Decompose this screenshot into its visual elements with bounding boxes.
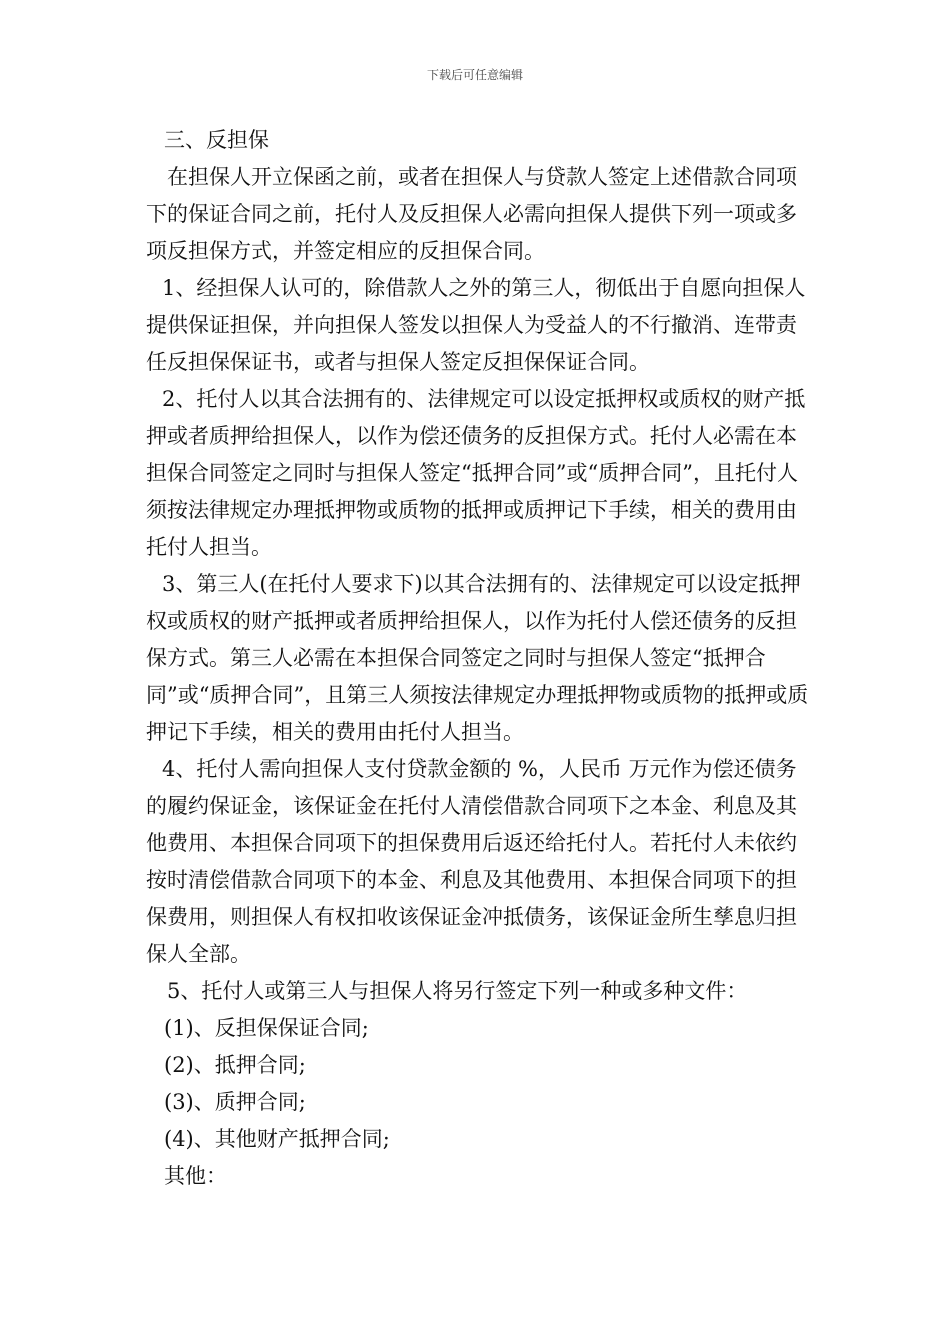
document-body bbox=[146, 122, 814, 1195]
paragraph-intro: 在担保人开立保函之前，或者在担保人与贷款人签定上述借款合同项下的保证合同之前，托付人及反担保人必需向担保人提供下列一项或多项反担保方式，并签定相应的反担保合同。 bbox=[146, 165, 797, 263]
paragraph-clause-4: 4、托付人需向担保人支付贷款金额的 %，人民币 万元作为偿还债务的履约保证金，该保证金在托付人清偿借款合同项下之本金、利息及其他费用、本担保合同项下的担保费用后返还给托付人。若托付人未依约按时清偿借款合同项下的本金、利息及其他费用、本担保合同项下的担保费用，则担保人有权扣收该保证金冲抵债务，该保证金所生孳息归担保人全部。 bbox=[146, 757, 797, 966]
list-item: (4)、其他财产抵押合同; bbox=[164, 1127, 390, 1151]
closing-line: 其他： bbox=[164, 1164, 227, 1188]
section-title: 三、反担保 bbox=[164, 128, 269, 152]
paragraph-clause-1: 1、经担保人认可的，除借款人之外的第三人，彻低出于自愿向担保人提供保证担保，并向担保人签发以担保人为受益人的不行撤消、连带责任反担保保证书，或者与担保人签定反担保保证合同。 bbox=[146, 276, 806, 374]
paragraph-clause-2: 2、托付人以其合法拥有的、法律规定可以设定抵押权或质权的财产抵押或者质押给担保人，以作为偿还债务的反担保方式。托付人必需在本担保合同签定之同时与担保人签定“抵押合同”或“质押合同”，且托付人须按法律规定办理抵押物或质物的抵押或质押记下手续，相关的费用由托付人担当。 bbox=[146, 387, 806, 559]
list-item: (3)、质押合同; bbox=[164, 1090, 306, 1114]
paragraph-clause-5: 5、托付人或第三人与担保人将另行签定下列一种或多种文件： bbox=[167, 979, 748, 1003]
paragraph-clause-3: 3、第三人(在托付人要求下)以其合法拥有的、法律规定可以设定抵押权或质权的财产抵押或者质押给担保人，以作为托付人偿还债务的反担保方式。第三人必需在本担保合同签定之同时与担保人签定“抵押合同”或“质押合同”，且第三人须按法律规定办理抵押物或质物的抵押或质押记下手续，相关的费用由托付人担当。 bbox=[146, 572, 809, 744]
list-item: (2)、抵押合同; bbox=[164, 1053, 306, 1077]
page-header: 下载后可任意编辑 bbox=[426, 68, 523, 82]
list-item: (1)、反担保保证合同; bbox=[164, 1016, 369, 1040]
